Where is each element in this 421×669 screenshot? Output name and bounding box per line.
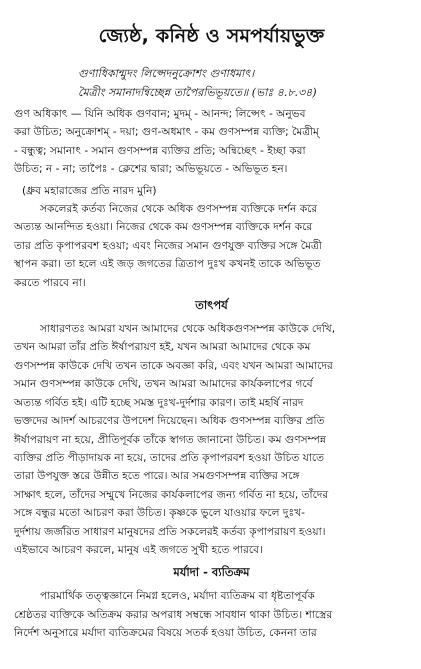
translation-line: অত্যন্ত আনন্দিত হওয়া। নিজের থেকে কম গুণসম্পন্ন ব্যক্তিকে দর্শন করে [14,221,313,234]
section-heading: মর্যাদা - ব্যতিক্রম [173,565,250,580]
speaker-note: (ধ্রুব মহারাজের প্রতি নারদ মুনি) [22,184,157,197]
section2-block [14,587,409,642]
purport-line: ভক্তদের আদর্শ আচরণের উপদেশ দিয়েছেন। অধিক গুণসম্পন্ন ব্যক্তির প্রতি [14,415,325,428]
translation-block [14,200,409,292]
purport-heading: তাৎপর্য [195,298,228,313]
synonyms-line: - বন্ধুত্ব; সমানাৎ - সমান গুণসম্পন্ন ব্যক্তির প্রতি; অন্বিচ্ছেৎ - ইচ্ছা করা [14,144,306,157]
purport-line: ব্যক্তির প্রতি পীড়াদায়ক না হয়ে, তাদের প্রতি কৃপাপরবশ হওয়া উচিত যাতে [14,451,325,464]
purport-line: ঈর্ষাপরায়ণ না হয়ে, প্রীতিপূর্বক তাঁকে স্বাগত জানানো উচিত। কম গুণসম্পন্ন [14,433,326,446]
page-title: জ্যেষ্ঠ, কনিষ্ঠ ও সমপর্যায়ভুক্ত [98,25,325,47]
purport-block [14,320,409,559]
synonyms-line: উচিত; ন - না; তাপৈঃ - ক্লেশের দ্বারা; অভিভূয়তে - অভিভূত হন। [14,163,288,176]
verse-line: মৈত্রীং সমানাদন্বিচ্ছেন্ন তাপৈরভিভূয়তে॥ (ভাঃ ৪.৮.৩৪) [78,86,317,99]
synonyms-line: গুণ অধিকাৎ — যিনি অধিক গুণবান; মুদম্ - আনন্দ; লিপ্সেৎ - অনুভব [14,108,306,120]
purport-line: তারা উপযুক্ত স্তরে উন্নীত হতে পারে। আর সমগুণসম্পন্ন ব্যক্তির সঙ্গে [14,470,300,483]
verse-line: গুণাধিকান্মুদং লিপ্সেদনুক্রোশং গুণাধমাৎ। [78,67,255,80]
sanskrit-verse [14,64,409,102]
translation-line: তার প্রতি কৃপাপরবশ হওয়া; এবং নিজের সমান গুণযুক্ত ব্যক্তির সঙ্গে মৈত্রী [14,239,322,252]
purport-line: এইভাবে আচরণ করলে, মানুষ এই জগতে সুখী হতে পারবে। [14,543,263,556]
translation-line: করতে পারবে না। [14,276,86,289]
translation-line: সকলেরই কর্তব্য নিজের থেকে অধিক গুণসম্পন্ন ব্যক্তিকে দর্শন করে [40,203,318,216]
purport-line: দুর্দশায় জর্জরিত সাধারণ মানুষদের প্রতি সকলেরই কর্তব্য কৃপাপরায়ণ হওয়া। [14,525,326,538]
purport-line: সাধারণতঃ আমরা যখন আমাদের থেকে অধিকগুণসম্পন্ন কাউকে দেখি, [40,323,336,336]
purport-line: অত্যন্ত গর্বিত হই। এটি হচ্ছে সমস্ত দুঃখ-দুর্দশার কারণ। তাই মহর্ষি নারদ [14,396,304,409]
purport-line: সমান গুণসম্পন্ন কাউকে দেখি, তখন আমরা আমাদের কার্যকলাপের গর্বে [14,378,313,391]
purport-line: সাক্ষাৎ হলে, তাঁদের সম্মুখে নিজের কার্যকলাপের জন্য গর্বিত না হয়ে, তাঁদের [14,488,329,501]
section2-line: শ্রেষ্ঠতর ব্যক্তিকে অতিক্রম করার অপরাধ সম্বন্ধে সাবধান থাকা উচিত। শাস্ত্রের [14,608,333,621]
purport-line: তখন আমরা তাঁর প্রতি ঈর্ষাপরায়ণ হই, যখন আমরা আমাদের থেকে কম [14,341,311,354]
synonyms-block [14,105,409,179]
purport-line: সঙ্গে বন্ধুর মতো আচরণ করা উচিত। কৃষ্ণকে ভুলে যাওয়ার ফলে দুঃখ- [14,507,305,520]
translation-line: স্থাপন করা। তা হলে এই জড় জগতের ত্রিতাপ দুঃখ কখনই তাকে অভিভূত [14,258,321,271]
synonyms-line: করা উচিত; অনুক্রোশম্ - দয়া; গুণ-অধমাৎ - কম গুণসম্পন্ন ব্যক্তি; মৈত্রীম্ [14,126,319,139]
section2-line: নির্দেশ অনুসারে মর্যাদা ব্যতিক্রমের বিষয়ে সতর্ক হওয়া উচিত, কেননা তার [14,627,317,640]
purport-line: গুণসম্পন্ন কাউকে দেখি তখন তাকে অবজ্ঞা করি, এবং যখন আমরা আমাদের [14,359,333,372]
section2-line: পারমার্থিক তত্ত্বজ্ঞানে নিমগ্ন হলেও, মর্যাদা ব্যতিক্রম বা ধৃষ্টতাপূর্বক [40,590,315,603]
